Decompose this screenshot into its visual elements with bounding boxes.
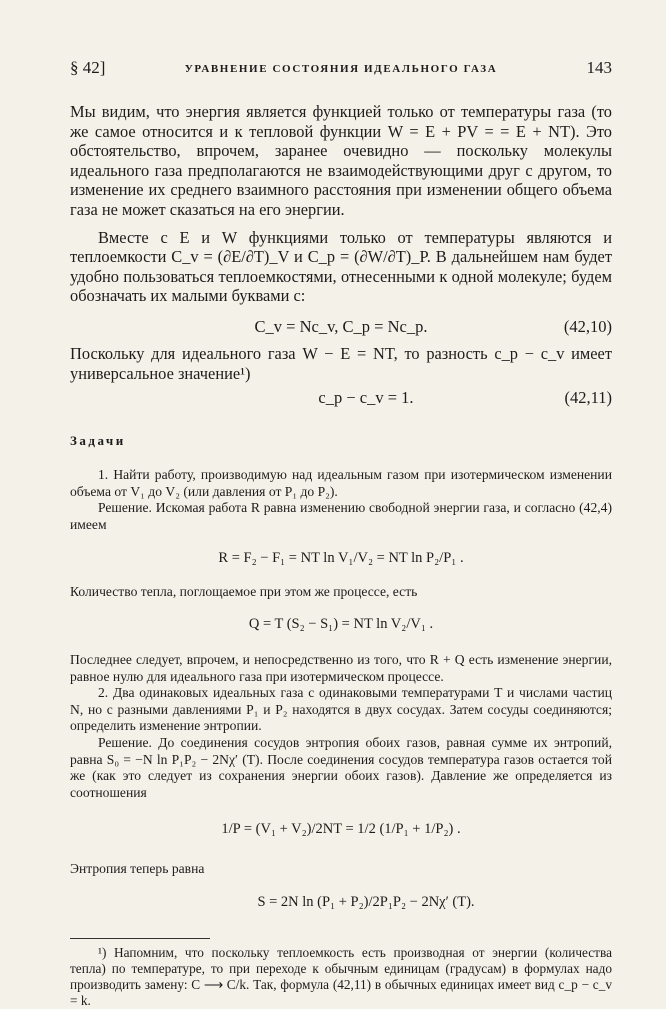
problem-2-equation-pressure: 1/P = (V₁ + V₂)/2NT = 1/2 (1/P₁ + 1/P₂) . bbox=[221, 821, 461, 838]
problem-2-solution: Решение. До соединения сосудов энтропия обоих газов, равная сумме их энтропий, равна S₀ = −N ln P₁P₂ − 2Nχ′ (T). После соединения сосудов температура газов остается той же (как это следует из сохранения энергии обоих газов). Давление же определяется из соотношения bbox=[70, 735, 612, 800]
footnote-rule bbox=[70, 938, 210, 939]
equation-42-11-body: c_p − c_v = 1. bbox=[318, 388, 414, 408]
section-marker: § 42] bbox=[70, 58, 106, 77]
problem-2-statement: 2. Два одинаковых идеальных газа с одинаковыми температурами T и числами частиц N, но с разными давлениями P₁ и P₂ находятся в двух сосудах. Затем сосуды соединяются; определить изменение энтропии. bbox=[70, 685, 612, 734]
problems-section bbox=[70, 467, 612, 922]
equation-42-11-number: (42,11) bbox=[564, 388, 612, 408]
problem-2-text-entropy: Энтропия теперь равна bbox=[70, 861, 205, 877]
page-number: 143 bbox=[586, 58, 612, 77]
paragraph-1: Мы видим, что энергия является функцией только от температуры газа (то же самое относится и к тепловой функции W = E + PV = = E + NT). Это обстоятельство, впрочем, заранее очевидно — поскольку молекулы идеального газа предполагаются не взаимодействующими друг с другом, то изменение их среднего взаимного расстояния при изменении общего объема газа не может сказаться на его энергии. bbox=[70, 102, 612, 219]
equation-42-10-number: (42,10) bbox=[563, 316, 612, 336]
problem-1-text-conclusion: Последнее следует, впрочем, и непосредственно из того, что R + Q есть изменение энергии, равное нулю для идеального газа при изотермическом процессе. bbox=[70, 652, 612, 684]
page-header bbox=[70, 58, 612, 88]
running-title: УРАВНЕНИЕ СОСТОЯНИЯ ИДЕАЛЬНОГО ГАЗА bbox=[184, 63, 498, 75]
equation-42-10 bbox=[70, 310, 612, 344]
paragraph-3: Поскольку для идеального газа W − E = NT, то разность c_p − c_v имеет универсальное значение¹) bbox=[70, 343, 612, 383]
problem-1-solution: Решение. Искомая работа R равна изменению свободной энергии газа, и согласно (42,4) имеем bbox=[70, 500, 612, 532]
problem-1-equation-work: R = F₂ − F₁ = NT ln V₁/V₂ = NT ln P₂/P₁ . bbox=[218, 549, 464, 566]
problem-1-text-heat: Количество тепла, поглощаемое при этом же процессе, есть bbox=[70, 583, 418, 599]
paragraph-2: Вместе с E и W функциями только от температуры являются и теплоемкости C_v = (∂E/∂T)_V и C_p = (∂W/∂T)_P. В дальнейшем нам будет удобно пользоваться теплоемкостями, отнесенными к одной молекуле; будем обозначать их малыми буквами c: bbox=[70, 227, 612, 306]
problems-heading: Задачи bbox=[70, 433, 126, 449]
paragraph-3-wrap bbox=[70, 344, 612, 383]
problem-1-equation-heat: Q = T (S₂ − S₁) = NT ln V₂/V₁ . bbox=[248, 616, 434, 633]
equation-42-11 bbox=[70, 383, 612, 413]
footnote: ¹) Напомним, что поскольку теплоемкость есть производная от энергии (количества тепла) по температуре, то при переходе к обычным единицам (градусам) в формулах надо производить замену: C ⟶ C/k. Так, формула (42,11) в обычных единицах имеет вид c_p − c_v = k. bbox=[70, 945, 612, 1009]
problem-1-statement: 1. Найти работу, производимую над идеальным газом при изотермическом изменении объема от V₁ до V₂ (или давления от P₁ до P₂). bbox=[70, 467, 612, 499]
problem-2-equation-entropy: S = 2N ln (P₁ + P₂)/2P₁P₂ − 2Nχ′ (T). bbox=[257, 894, 475, 911]
equation-42-10-body: C_v = Nc_v, C_p = Nc_p. bbox=[254, 316, 428, 336]
main-text bbox=[70, 102, 612, 306]
book-page bbox=[70, 58, 612, 1009]
